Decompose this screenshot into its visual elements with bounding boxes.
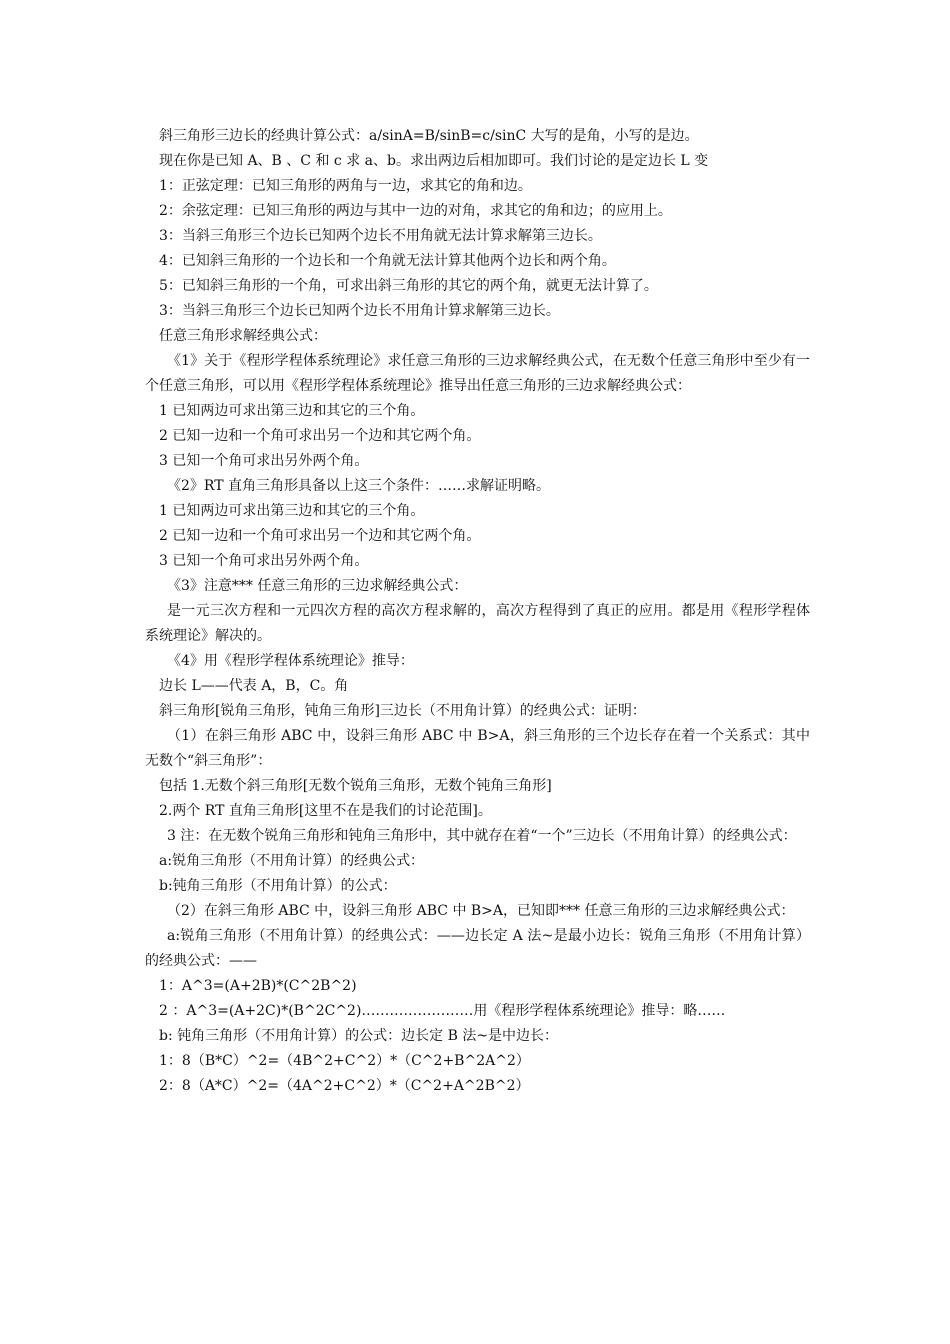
text-line: 斜三角形三边长的经典计算公式：a/sinA=B/sinB=c/sinC 大写的是角，小写的是边。	[159, 128, 699, 144]
text-line: 5：已知斜三角形的一个角，可求出斜三角形的其它的两个角，就更无法计算了。	[159, 278, 658, 294]
text-line: 《4》用《程形学程体系统理论》推导：	[167, 653, 414, 669]
text-line: 3 已知一个角可求出另外两个角。	[159, 553, 369, 569]
text-line: 1：8（B*C）^2=（4B^2+C^2）*（C^2+B^2A^2）	[159, 1053, 530, 1069]
text-line: 2 ：A^3=(A+2C)*(B^2C^2)……………………用《程形学程体系统理论》推导：略……	[159, 1003, 726, 1019]
text-line: 3 已知一个角可求出另外两个角。	[159, 453, 369, 469]
text-line: 现在你是已知 A、B 、C 和 c 求 a、b。求出两边后相加即可。我们讨论的是定边长 L 变	[159, 153, 709, 169]
text-line: 边长 L——代表 A，B，C。角	[159, 678, 349, 694]
text-line: 1 已知两边可求出第三边和其它的三个角。	[159, 403, 425, 419]
text-paragraph: 《1》关于《程形学程体系统理论》求任意三角形的三边求解经典公式，在无数个任意三角形中至少有一个任意三角形，可以用《程形学程体系统理论》推导出任意三角形的三边求解经典公式：	[145, 353, 810, 394]
text-line: 3：当斜三角形三个边长已知两个边长不用角计算求解第三边长。	[159, 303, 560, 319]
text-line: 斜三角形[锐角三角形，钝角三角形]三边长（不用角计算）的经典公式：证明：	[159, 703, 646, 719]
text-line: b:钝角三角形（不用角计算）的公式：	[159, 878, 397, 894]
text-paragraph: 是一元三次方程和一元四次方程的高次方程求解的，高次方程得到了真正的应用。都是用《程形学程体系统理论》解决的。	[145, 603, 810, 644]
text-line: 《2》RT 直角三角形具备以上这三个条件：……求解证明略。	[167, 478, 550, 494]
document-body	[145, 124, 810, 1099]
text-line: 3：当斜三角形三个边长已知两个边长不用角就无法计算求解第三边长。	[159, 228, 602, 244]
text-line: 2.两个 RT 直角三角形[这里不在是我们的讨论范围]。	[159, 803, 492, 819]
text-line: 1 已知两边可求出第三边和其它的三个角。	[159, 503, 425, 519]
text-paragraph: 3 注：在无数个锐角三角形和钝角三角形中，其中就存在着“一个”三边长（不用角计算）的经典公式：	[167, 828, 797, 844]
text-line: 包括 1.无数个斜三角形[无数个锐角三角形，无数个钝角三角形]	[159, 778, 552, 794]
text-line: 4：已知斜三角形的一个边长和一个角就无法计算其他两个边长和两个角。	[159, 253, 616, 269]
text-line: 《3》注意*** 任意三角形的三边求解经典公式：	[167, 578, 468, 594]
text-line: b: 钝角三角形（不用角计算）的公式：边长定 B 法~是中边长：	[159, 1028, 559, 1044]
text-line: 2 已知一边和一个角可求出另一个边和其它两个角。	[159, 428, 481, 444]
text-line: 1：A^3=(A+2B)*(C^2B^2)	[159, 978, 357, 994]
text-paragraph: a:锐角三角形（不用角计算）的经典公式：——边长定 A 法~是最小边长：锐角三角形（不用角计算）的经典公式：——	[145, 928, 810, 969]
text-paragraph: （2）在斜三角形 ABC 中，设斜三角形 ABC 中 B>A，已知即*** 任意三角形的三边求解经典公式：	[167, 903, 795, 919]
text-line: 2 已知一边和一个角可求出另一个边和其它两个角。	[159, 528, 481, 544]
text-line: 1：正弦定理：已知三角形的两角与一边，求其它的角和边。	[159, 178, 532, 194]
text-line: 2：余弦定理：已知三角形的两边与其中一边的对角，求其它的角和边；的应用上。	[159, 203, 672, 219]
text-line: 任意三角形求解经典公式：	[159, 328, 327, 344]
text-line: 2：8（A*C）^2=（4A^2+C^2）*（C^2+A^2B^2）	[159, 1078, 530, 1094]
text-paragraph: （1）在斜三角形 ABC 中，设斜三角形 ABC 中 B>A，斜三角形的三个边长存在着一个关系式：其中无数个“斜三角形”：	[145, 728, 810, 769]
text-line: a:锐角三角形（不用角计算）的经典公式：	[159, 853, 425, 869]
